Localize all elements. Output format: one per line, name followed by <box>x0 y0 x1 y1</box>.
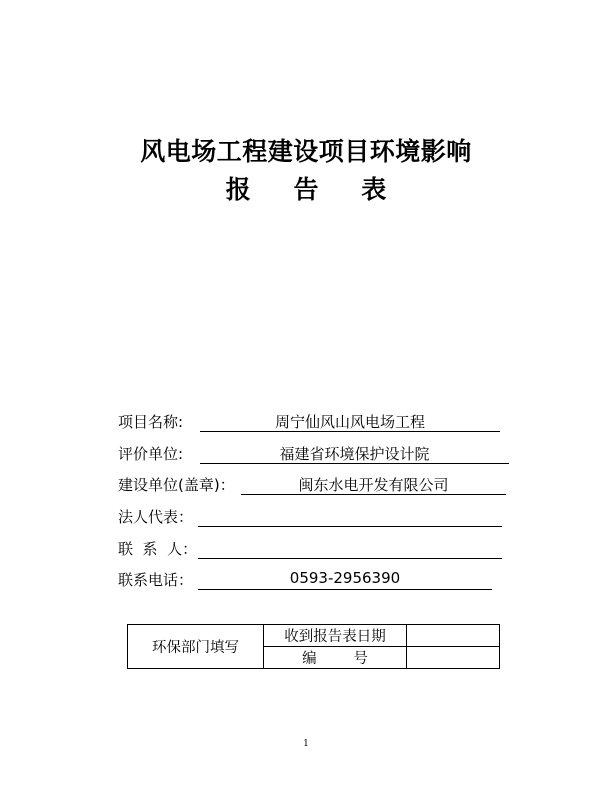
field-evaluation-unit <box>118 443 510 465</box>
construction-unit-value: 闽东水电开发有限公司 <box>241 474 506 495</box>
document-title: 风电场工程建设项目环境影响 <box>140 137 472 166</box>
contact-person-value <box>198 538 502 559</box>
document-subtitle <box>0 170 612 206</box>
dept-fill-label: 环保部门填写 <box>128 625 264 669</box>
field-construction-unit <box>118 474 508 496</box>
received-date-cell <box>407 625 500 647</box>
legal-representative-value <box>198 506 502 527</box>
subtitle-char-3: 表 <box>361 175 387 204</box>
environmental-dept-table <box>127 624 500 669</box>
field-project-name <box>118 411 502 433</box>
field-label: 评价单位: <box>118 445 184 463</box>
project-name-value: 周宁仙风山风电场工程 <box>200 411 500 432</box>
field-contact-phone <box>118 569 494 591</box>
field-legal-representative <box>118 506 504 528</box>
contact-phone-value: 0593-2956390 <box>198 569 492 590</box>
received-date-label: 收到报告表日期 <box>264 625 407 647</box>
page-number: 1 <box>303 739 309 749</box>
subtitle-char-2: 告 <box>293 175 319 204</box>
number-cell <box>407 647 500 669</box>
number-label: 编 号 <box>264 647 407 669</box>
field-label: 项目名称: <box>118 413 184 431</box>
field-label: 法人代表： <box>118 508 194 526</box>
field-label: 联系电话： <box>118 571 194 589</box>
field-contact-person <box>118 538 504 560</box>
field-label: 建设单位(盖章)： <box>118 476 235 494</box>
evaluation-unit-value: 福建省环境保护设计院 <box>200 443 509 464</box>
subtitle-char-1: 报 <box>225 175 251 204</box>
field-label: 联 系 人： <box>118 540 198 558</box>
